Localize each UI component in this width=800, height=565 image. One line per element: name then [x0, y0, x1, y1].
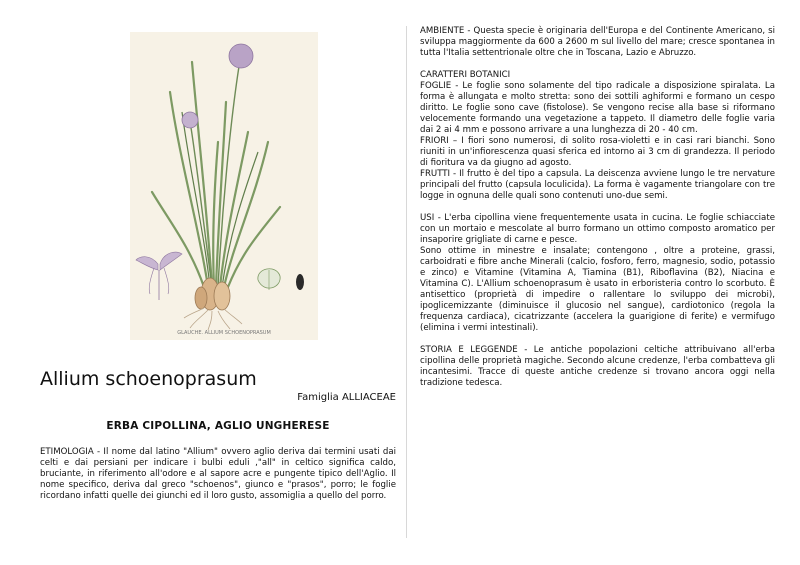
species-title: Allium schoenoprasum	[40, 368, 257, 390]
foglie-paragraph: FOGLIE - Le foglie sono solamente del tipo radicale a disposizione spiralata. La forma è allungata e molto stretta: sono dei sottili aghiformi e formano un cespo diritto. Le foglie sono cave (fistolose). Se vengono recise alla base si riformano velocemente formando una vegetazione a tappeto. Il diametro delle foglie varia dai 2 ai 4 mm e possono arrivare a una lunghezza di 20 - 40 cm.	[420, 81, 775, 135]
storia-paragraph: STORIA E LEGGENDE - Le antiche popolazioni celtiche attribuivano all'erba cipollina delle proprietà magiche. Secondo alcune credenze, l'erba combatteva gli incantesimi. Tracce di queste antiche credenze si trovano ancora oggi nella tradizione tedesca.	[420, 345, 775, 388]
frutti-paragraph: FRUTTI - Il frutto è del tipo a capsula. La deiscenza avviene lungo le tre nervature principali del frutto (capsula loculicida). La forma è vagamente triangolare con tre logge in ognuna delle quali sono contenuti uno-due semi.	[420, 169, 775, 201]
plate-caption: GLAUCHE. ALLIUM SCHOENOPRASUM	[177, 330, 271, 336]
left-column	[40, 0, 396, 565]
family-label: Famiglia ALLIACEAE	[297, 392, 396, 403]
usi-paragraph: USI - L'erba cipollina viene frequentemente usata in cucina. Le foglie schiacciate con un mortaio e mescolate al burro formano un ottimo composto aromatico per insaporire grigliate di carne e pesce.	[420, 213, 775, 245]
flower-detail-left	[136, 252, 182, 300]
seed-detail	[296, 274, 304, 290]
bulbs	[195, 278, 230, 310]
fruit-detail	[258, 269, 280, 290]
right-column	[420, 26, 775, 400]
fiori-paragraph: FRIORI – I fiori sono numerosi, di solito rosa-violetti e in casi rari bianchi. Sono riuniti in un'infiorescenza quasi sferica ed intorno ai 3 cm di grandezza. Il periodo di fioritura va da giugno ad agosto.	[420, 136, 775, 168]
caratteri-botanici-heading: CARATTERI BOTANICI	[420, 70, 511, 80]
ambiente-paragraph: AMBIENTE - Questa specie è originaria dell'Europa e del Continente Americano, si sviluppa maggiormente da 600 a 2600 m sul livello del mare; cresce spontanea in tutta l'Italia settentrionale oltre che in Toscana, Lazio e Abruzzo.	[420, 26, 775, 58]
etimologia-paragraph: ETIMOLOGIA - Il nome dal latino "Allium" ovvero aglio deriva dai termini usati dai celti e dai persiani per indicare i bulbi eduli ,"all" in celtico significa caldo, bruciante, in riferimento all'odore e al sapore acre e pungente tipico dell'Aglio. Il nome specifico, deriva dal greco "schoenos", giunco e "prasos", porro; le foglie ricordano infatti quelle dei giunchi ed il loro gusto, assomiglia a quello del porro.	[40, 447, 396, 501]
column-divider	[406, 26, 407, 538]
usi-continued-paragraph: Sono ottime in minestre e insalate; contengono , oltre a proteine, grassi, carboidrati e fibre anche Minerali (calcio, fosforo, ferro, magnesio, sodio, potassio e zinco) e Vitamine (Vitamina A, Tiamina (B1), Riboflavina (B2), Niacina e Vitamina C). L'Allium schoenoprasum è usato in erboristeria contro lo scorbuto. È antisettico (proprietà di impedire o rallentare lo sviluppo dei microbi), ipoglicemizzante (diminuisce il glucosio nel sangue), cardiotonico (regola la frequenza cardiaca), cicatrizzante (accelera la guarigione di ferite) e vermifugo (elimina i vermi intestinali).	[420, 246, 775, 333]
botanical-illustration	[130, 32, 318, 340]
flower-head-side	[182, 112, 198, 128]
chives-plant-drawing	[130, 32, 318, 340]
roots	[184, 308, 242, 330]
common-names-heading: ERBA CIPOLLINA, AGLIO UNGHERESE	[106, 420, 330, 432]
flower-head-top	[229, 44, 253, 68]
